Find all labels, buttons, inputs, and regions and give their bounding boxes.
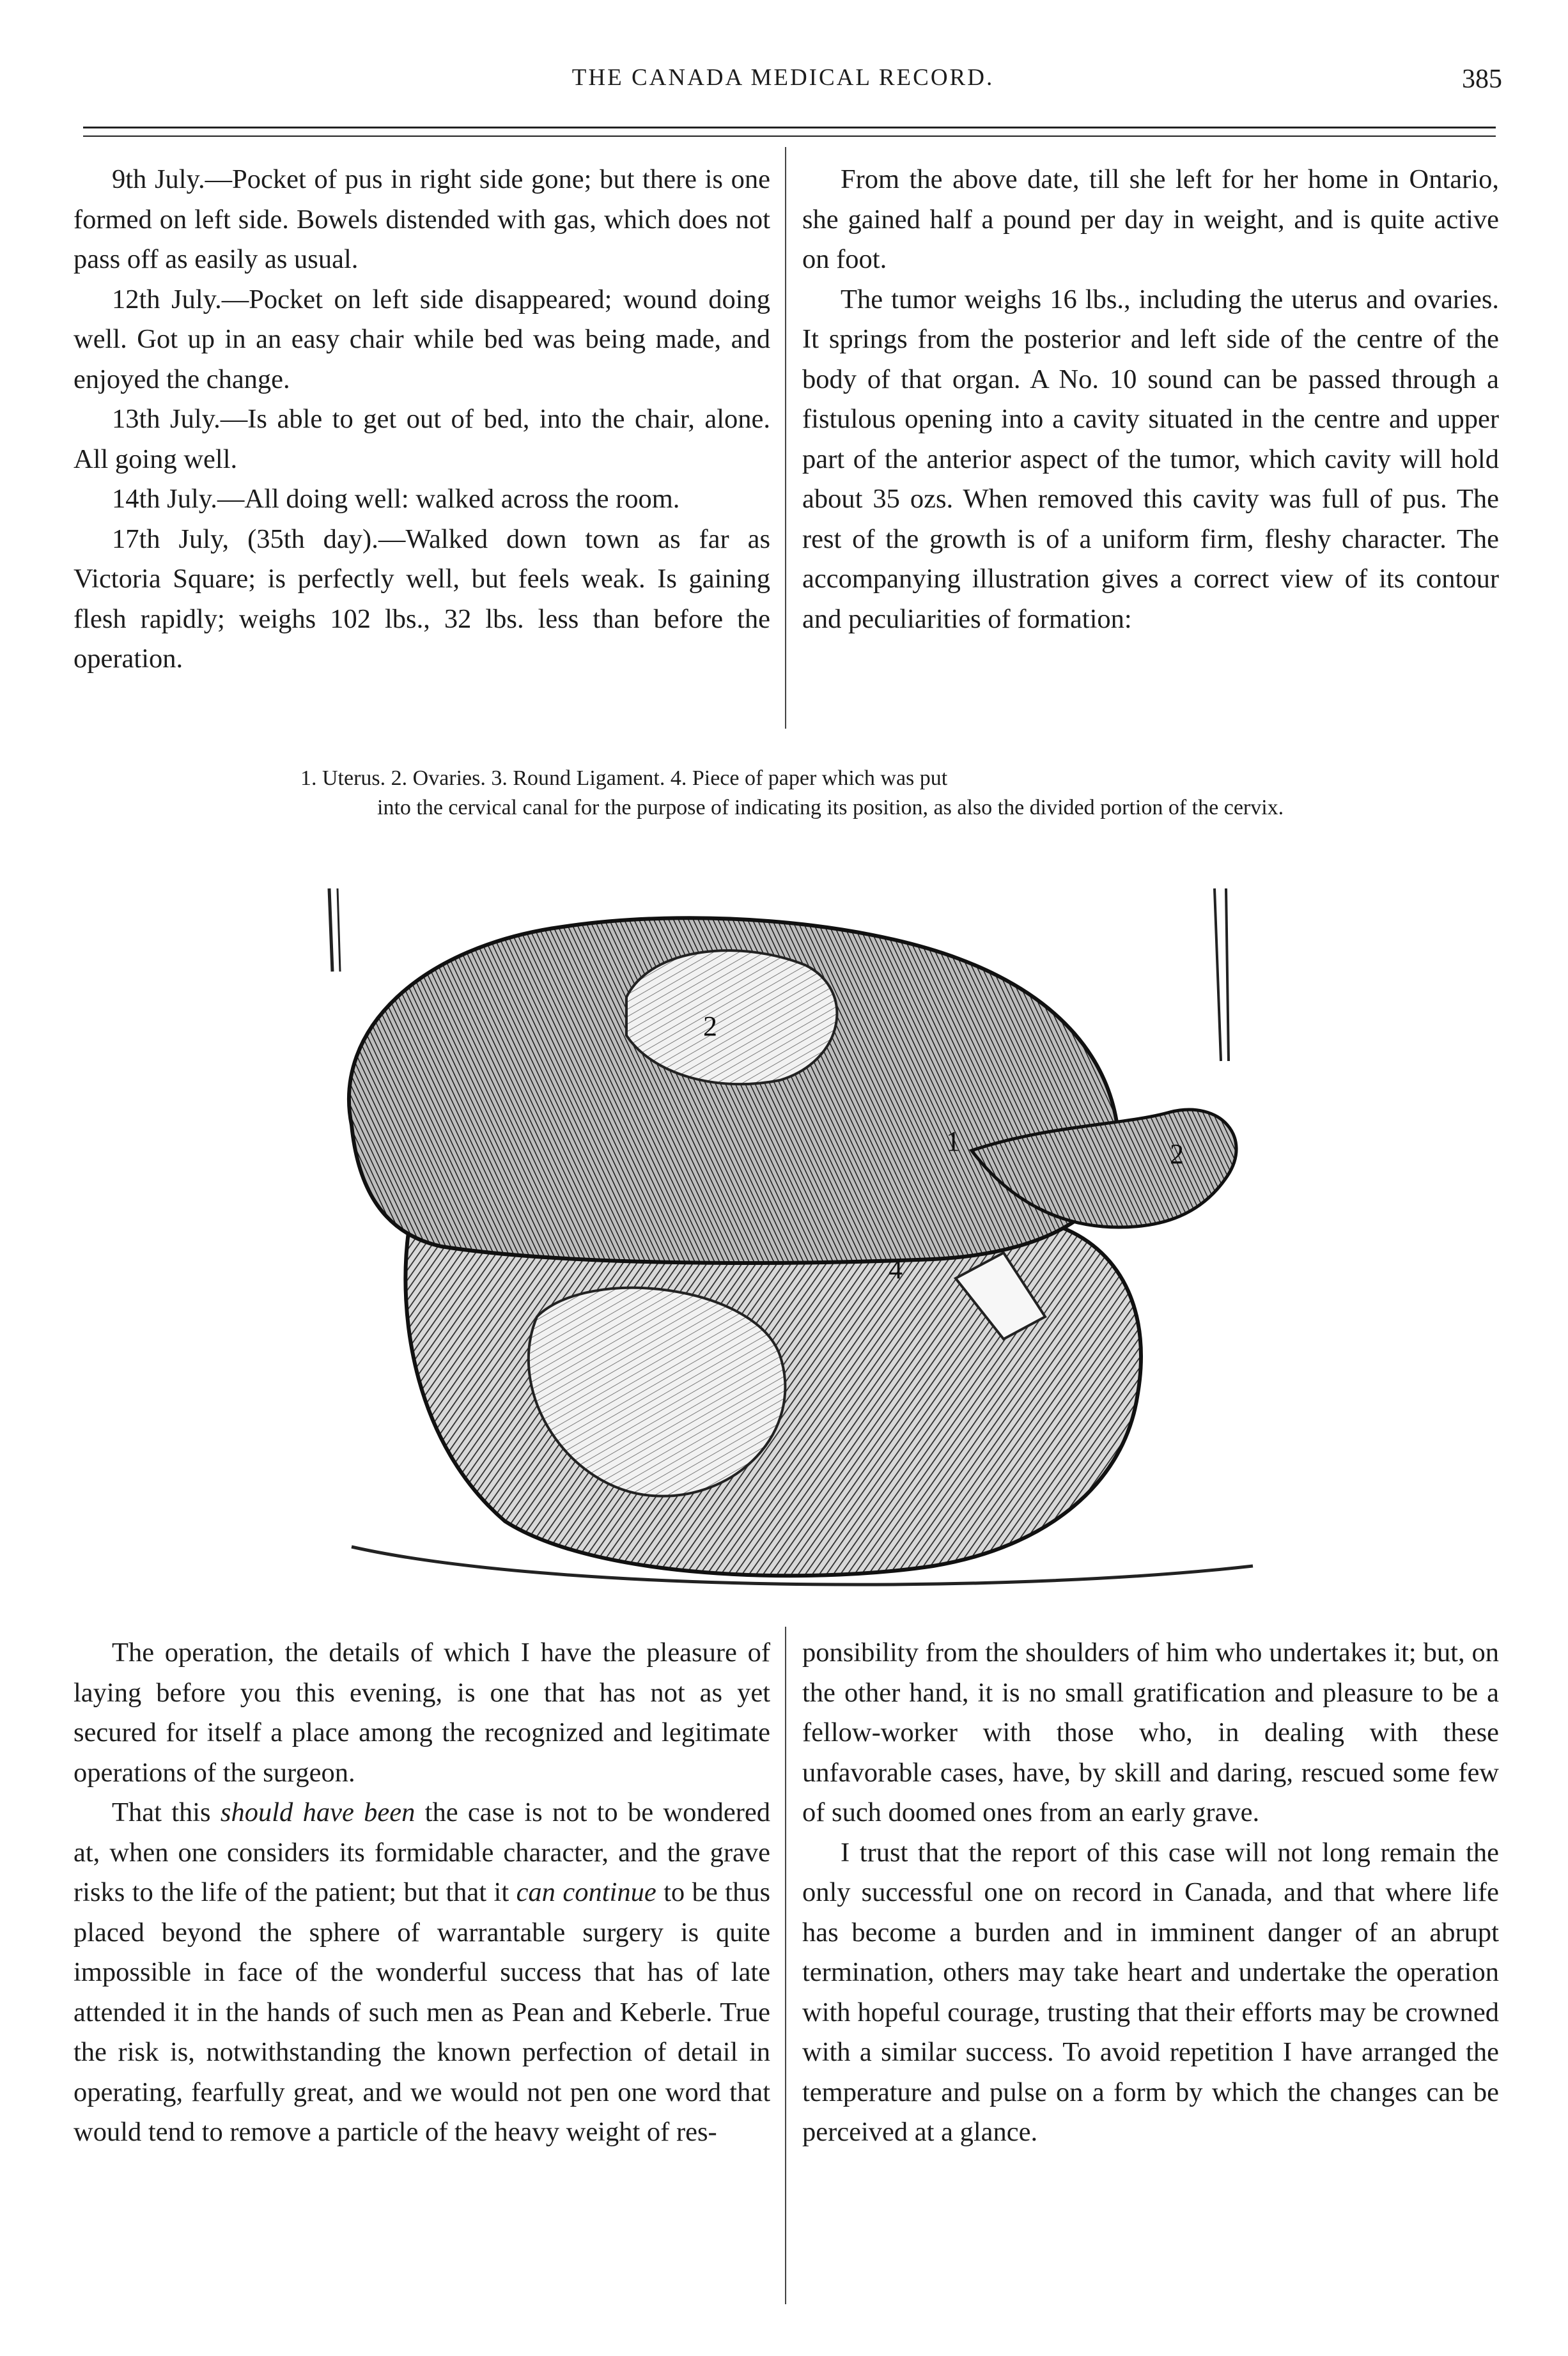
page-header <box>64 64 1502 109</box>
trust-paragraph: I trust that the report of this case will not long remain the only successful one on record in Canada, and that where life has become a burden and in imminent danger of an abrupt termination, others may take heart and undertake the operation with hopeful courage, trusting that their efforts may be crowned with a similar success. To avoid repetition I have arranged the temperature and pulse on a form by which the changes can be perceived at a glance. <box>802 1837 1499 2147</box>
column-divider-top <box>785 147 786 729</box>
running-title: THE CANADA MEDICAL RECORD. <box>571 65 995 91</box>
bottom-right-column <box>802 1633 1499 2153</box>
diary-entry-12th-july: 12th July.—Pocket on left side disappeared; wound doing well. Got up in an easy chair while bed was being made, and enjoyed the change. <box>74 284 770 394</box>
caption-line-1: 1. Uterus. 2. Ovaries. 3. Round Ligament. 4. Piece of paper which was put <box>300 766 948 790</box>
figure-label-4: 4 <box>889 1253 903 1285</box>
uterus-shape <box>626 950 837 1084</box>
figure-label-2a: 2 <box>703 1011 717 1042</box>
column-divider-bottom <box>785 1627 786 2304</box>
tumor-description-paragraph: The tumor weighs 16 lbs., including the uterus and ovaries. It springs from the posterior and left side of the centre of the body of that organ. A No. 10 sound can be passed through a fistulous opening into a cavity situated in the centre and upper part of the anterior aspect of the tumor, which cavity will hold about 35 ozs. When removed this cavity was full of pus. The rest of the growth is of a uniform firm, fleshy character. The accompanying illustration gives a correct view of its contour and peculiarities of formation: <box>802 284 1499 634</box>
top-right-column <box>802 160 1499 639</box>
risk-paragraph: That this should have been the case is not to be wondered at, when one considers its formidable character, and the grave risks to the life of the patient; but that it can continue to be thus placed beyond the sphere of warrantable surgery is quite impossible in face of the wonderful success that has of late attended it in the hands of such men as Pean and Keberle. True the risk is, notwithstanding the known perfection of detail in operating, fearfully great, and we would not pen one word that would tend to remove a particle of the heavy weight of res- <box>74 1797 770 2147</box>
suspension-string-left <box>329 888 332 972</box>
tumor-engraving <box>294 869 1291 1604</box>
figure-label-1: 1 <box>946 1126 960 1157</box>
page-number: 385 <box>1462 65 1502 94</box>
top-left-column <box>74 160 770 679</box>
figure-caption <box>300 764 1298 823</box>
diary-entry-17th-july: 17th July, (35th day).—Walked down town as far as Victoria Square; is perfectly well, but feels weak. Is gaining flesh rapidly; weighs 102 lbs., 32 lbs. less than before the operation. <box>74 523 770 674</box>
recovery-paragraph: From the above date, till she left for her home in Ontario, she gained half a pound per day in weight, and is quite active on foot. <box>802 164 1499 274</box>
figure-label-2b: 2 <box>1170 1138 1184 1170</box>
bottom-left-column <box>74 1633 770 2153</box>
header-rule-bottom <box>83 136 1496 137</box>
suspension-string-right <box>1215 888 1221 1061</box>
diary-entry-13th-july: 13th July.—Is able to get out of bed, into the chair, alone. All going well. <box>74 404 770 474</box>
diary-entry-9th-july: 9th July.—Pocket of pus in right side gone; but there is one formed on left side. Bowels distended with gas, which does not pass off as easily as usual. <box>74 164 770 274</box>
responsibility-paragraph: ponsibility from the shoulders of him who undertakes it; but, on the other hand, it is no small gratification and pleasure to be a fellow-worker with those who, in dealing with these unfavorable cases, have, by skill and daring, rescued some few of such doomed ones from an early grave. <box>802 1638 1499 1827</box>
operation-intro-paragraph: The operation, the details of which I have the pleasure of laying before you this evening, is one that has not as yet secured for itself a place among the recognized and legitimate operations of the surgeon. <box>74 1638 770 1788</box>
header-rule-top <box>83 127 1496 128</box>
caption-line-2: into the cervical canal for the purpose of indicating its position, as also the divided portion of the cervix. <box>377 796 1284 819</box>
diary-entry-14th-july: 14th July.—All doing well: walked across the room. <box>112 484 680 514</box>
